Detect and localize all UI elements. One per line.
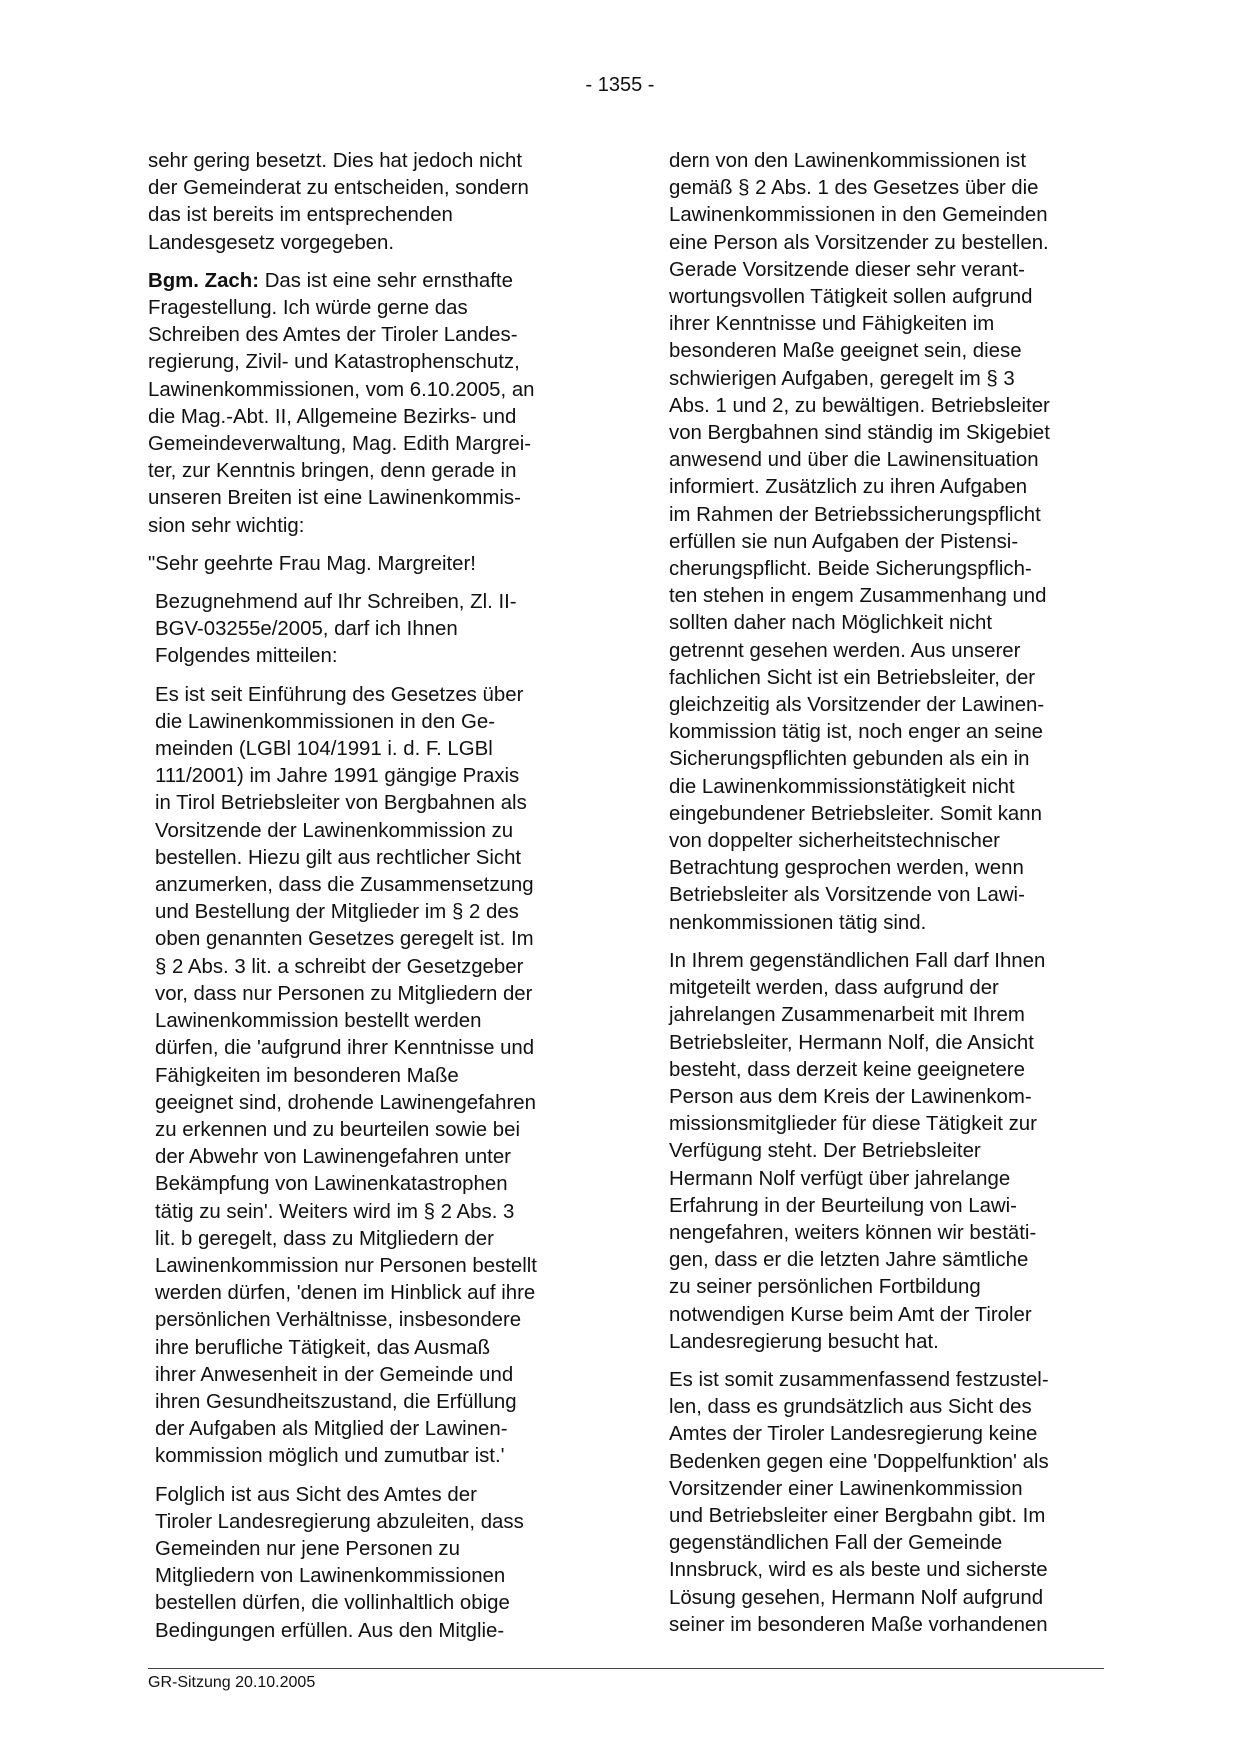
text-line: und Betriebsleiter einer Bergbahn gibt. Im: [669, 1504, 1046, 1527]
text-line: der Aufgaben als Mitglied der Lawinen-: [155, 1418, 508, 1441]
text-line: besteht, dass derzeit keine geeignetere: [669, 1058, 1025, 1081]
paragraph: [148, 268, 596, 540]
footer-text: GR-Sitzung 20.10.2005: [148, 1674, 316, 1691]
text-line: regierung, Zivil- und Katastrophenschutz,: [148, 351, 520, 374]
text-line: persönlichen Verhältnisse, insbesondere: [155, 1309, 522, 1332]
text-line: len, dass es grundsätzlich aus Sicht des: [669, 1396, 1032, 1419]
text-line: Es ist seit Einführung des Gesetzes über: [155, 683, 524, 706]
left-column: [148, 148, 596, 1656]
text-line: dürfen, die 'aufgrund ihrer Kenntnisse und: [155, 1037, 535, 1060]
paragraph: [148, 1482, 596, 1645]
text-line: Betrachtung gesprochen werden, wenn: [669, 857, 1024, 880]
text-line: Mitgliedern von Lawinenkommissionen: [155, 1565, 506, 1588]
text-line: Vorsitzender einer Lawinenkommission: [669, 1477, 1023, 1500]
page-number: - 1355 -: [585, 74, 655, 96]
text-line: zu seiner persönlichen Fortbildung: [669, 1276, 981, 1299]
text-line: eingebundener Betriebsleiter. Somit kann: [669, 802, 1042, 825]
text-line: gemäß § 2 Abs. 1 des Gesetzes über die: [669, 177, 1039, 200]
text-line: tätig zu sein'. Weiters wird im § 2 Abs. 3: [155, 1200, 515, 1223]
text-line: der Gemeinderat zu entscheiden, sondern: [148, 177, 529, 200]
text-line: sollten daher nach Möglichkeit nicht: [669, 612, 993, 635]
text-line: Es ist somit zusammenfassend festzustel-: [669, 1368, 1049, 1391]
text-line: die Mag.-Abt. II, Allgemeine Bezirks- und: [148, 405, 517, 428]
text-line: Landesregierung besucht hat.: [669, 1330, 939, 1353]
text-line: In Ihrem gegenständlichen Fall darf Ihnen: [669, 949, 1046, 972]
text-line: bestellen. Hiezu gilt aus rechtlicher Sicht: [155, 846, 522, 869]
text-line: Sicherungspflichten gebunden als ein in: [669, 748, 1030, 771]
text-line: getrennt gesehen werden. Aus unserer: [669, 639, 1021, 662]
text-line: missionsmitglieder für diese Tätigkeit zur: [669, 1113, 1037, 1136]
text-line: besonderen Maße geeignet sein, diese: [669, 340, 1022, 363]
text-line: ten stehen in engem Zusammenhang und: [669, 585, 1047, 608]
text-line: Lawinenkommission bestellt werden: [155, 1010, 482, 1033]
text-line: Lawinenkommissionen in den Gemeinden: [669, 204, 1048, 227]
text-line: Vorsitzende der Lawinenkommission zu: [155, 819, 514, 842]
text-line: unseren Breiten ist eine Lawinenkommis-: [148, 487, 521, 510]
text-line: kommission möglich und zumutbar ist.': [155, 1445, 505, 1468]
text-line: oben genannten Gesetzes geregelt ist. Im: [155, 928, 534, 951]
text-line: das ist bereits im entsprechenden: [148, 204, 453, 227]
text-line: Bedingungen erfüllen. Aus den Mitglie-: [155, 1619, 505, 1642]
text-line: Betriebsleiter, Hermann Nolf, die Ansicht: [669, 1031, 1034, 1054]
text-line: die Lawinenkommissionen in den Ge-: [155, 710, 496, 733]
text-line: ihre berufliche Tätigkeit, das Ausmaß: [155, 1336, 491, 1359]
text-line: lit. b geregelt, dass zu Mitgliedern der: [155, 1227, 494, 1250]
text-line: schwierigen Aufgaben, geregelt im § 3: [669, 367, 1015, 390]
text-line: [148, 268, 596, 295]
paragraph: [669, 1367, 1121, 1639]
paragraph: [669, 948, 1121, 1356]
text-line: informiert. Zusätzlich zu ihren Aufgaben: [669, 476, 1028, 499]
text-line: erfüllen sie nun Aufgaben der Pistensi-: [669, 530, 1019, 553]
text-line: Erfahrung in der Beurteilung von Lawi-: [669, 1194, 1017, 1217]
text-line: seiner im besonderen Maße vorhandenen: [669, 1613, 1048, 1636]
text-line: Folglich ist aus Sicht des Amtes der: [155, 1483, 477, 1506]
text-line: jahrelangen Zusammenarbeit mit Ihrem: [669, 1004, 1025, 1027]
text-line: Landesgesetz vorgegeben.: [148, 231, 395, 254]
text-line: von doppelter sicherheitstechnischer: [669, 830, 1000, 853]
text-line: Folgendes mitteilen:: [155, 645, 338, 668]
text-line: Fähigkeiten im besonderen Maße: [155, 1064, 459, 1087]
text-line: wortungsvollen Tätigkeit sollen aufgrund: [669, 286, 1033, 309]
paragraph: [148, 682, 596, 1471]
text-line: ihrer Kenntnisse und Fähigkeiten im: [669, 313, 995, 336]
text-line: gegenständlichen Fall der Gemeinde: [669, 1532, 1003, 1555]
text-line: Innsbruck, wird es als beste und sicherste: [669, 1559, 1048, 1582]
text-line: 111/2001) im Jahre 1991 gängige Praxis: [155, 765, 520, 788]
text-line: Schreiben des Amtes der Tiroler Landes-: [148, 324, 518, 347]
text-line: gen, dass er die letzten Jahre sämtliche: [669, 1249, 1029, 1272]
paragraph: [669, 148, 1121, 937]
text-line: Verfügung steht. Der Betriebsleiter: [669, 1140, 981, 1163]
text-line: BGV-03255e/2005, darf ich Ihnen: [155, 618, 458, 641]
text-line: § 2 Abs. 3 lit. a schreibt der Gesetzgeber: [155, 955, 524, 978]
text-line: Abs. 1 und 2, zu bewältigen. Betriebsleiter: [669, 394, 1050, 417]
text-line: der Abwehr von Lawinengefahren unter: [155, 1146, 511, 1169]
right-column: [669, 148, 1121, 1650]
paragraph: [148, 551, 596, 578]
text-line: cherungspflicht. Beide Sicherungspflich-: [669, 558, 1032, 581]
text-line: von Bergbahnen sind ständig im Skigebiet: [669, 422, 1050, 445]
text-line: mitgeteilt werden, dass aufgrund der: [669, 977, 999, 1000]
text-line: Bezugnehmend auf Ihr Schreiben, Zl. II-: [155, 591, 517, 614]
text-line: in Tirol Betriebsleiter von Bergbahnen als: [155, 792, 527, 815]
text-line: Amtes der Tiroler Landesregierung keine: [669, 1423, 1038, 1446]
text-line: vor, dass nur Personen zu Mitgliedern der: [155, 982, 533, 1005]
text-line: dern von den Lawinenkommissionen ist: [669, 150, 1027, 172]
text-line: Lösung gesehen, Hermann Nolf aufgrund: [669, 1586, 1044, 1609]
footer-rule: [148, 1668, 1104, 1669]
text-line: die Lawinenkommissionstätigkeit nicht: [669, 775, 1015, 798]
text-line: nengefahren, weiters können wir bestäti-: [669, 1221, 1037, 1244]
text-line: Gemeinden nur jene Personen zu: [155, 1537, 460, 1560]
speaker-name: Bgm. Zach:: [148, 269, 260, 292]
text-line: zu erkennen und zu beurteilen sowie bei: [155, 1118, 521, 1141]
text-line: Betriebsleiter als Vorsitzende von Lawi-: [669, 884, 1025, 907]
text-line: kommission tätig ist, noch enger an seine: [669, 721, 1044, 744]
text-line: Gerade Vorsitzende dieser sehr verant-: [669, 258, 1025, 281]
text-line: anzumerken, dass die Zusammensetzung: [155, 874, 534, 897]
text-line: nenkommissionen tätig sind.: [669, 911, 927, 934]
text-line: meinden (LGBl 104/1991 i. d. F. LGBl: [155, 738, 493, 761]
text-line: eine Person als Vorsitzender zu bestellen.: [669, 231, 1049, 254]
text-line: geeignet sind, drohende Lawinengefahren: [155, 1091, 536, 1114]
text-line: Person aus dem Kreis der Lawinenkom-: [669, 1085, 1032, 1108]
text-line: notwendigen Kurse beim Amt der Tiroler: [669, 1303, 1032, 1326]
text-line: gleichzeitig als Vorsitzender der Lawinen-: [669, 694, 1045, 717]
text-line: Hermann Nolf verfügt über jahrelange: [669, 1167, 1011, 1190]
paragraph: [148, 589, 596, 671]
text-line: werden dürfen, 'denen im Hinblick auf ihre: [155, 1282, 536, 1305]
text-line: Lawinenkommission nur Personen bestellt: [155, 1254, 537, 1277]
text-line: Gemeindeverwaltung, Mag. Edith Margrei-: [148, 433, 532, 456]
text-line: ter, zur Kenntnis bringen, denn gerade in: [148, 460, 517, 483]
text-line: und Bestellung der Mitglieder im § 2 des: [155, 901, 519, 924]
text-line: Lawinenkommissionen, vom 6.10.2005, an: [148, 378, 535, 401]
text-line: ihrer Anwesenheit in der Gemeinde und: [155, 1363, 514, 1386]
text-line: Bedenken gegen eine 'Doppelfunktion' als: [669, 1450, 1049, 1473]
text-line: Bekämpfung von Lawinenkatastrophen: [155, 1173, 508, 1196]
text-line: bestellen dürfen, die vollinhaltlich obige: [155, 1592, 510, 1615]
text-line: anwesend und über die Lawinensituation: [669, 449, 1039, 472]
text-line: sehr gering besetzt. Dies hat jedoch nicht: [148, 150, 523, 172]
text-line: fachlichen Sicht ist ein Betriebsleiter, der: [669, 666, 1036, 689]
text-line: Tiroler Landesregierung abzuleiten, dass: [155, 1510, 524, 1533]
text-line: Fragestellung. Ich würde gerne das: [148, 297, 468, 320]
speaker-text: Das ist eine sehr ernsthafte: [259, 269, 513, 292]
paragraph: [148, 148, 596, 257]
text-line: ihren Gesundheitszustand, die Erfüllung: [155, 1390, 517, 1413]
text-line: im Rahmen der Betriebssicherungspflicht: [669, 503, 1041, 526]
text-line: "Sehr geehrte Frau Mag. Margreiter!: [148, 552, 476, 575]
text-line: sion sehr wichtig:: [148, 514, 305, 537]
